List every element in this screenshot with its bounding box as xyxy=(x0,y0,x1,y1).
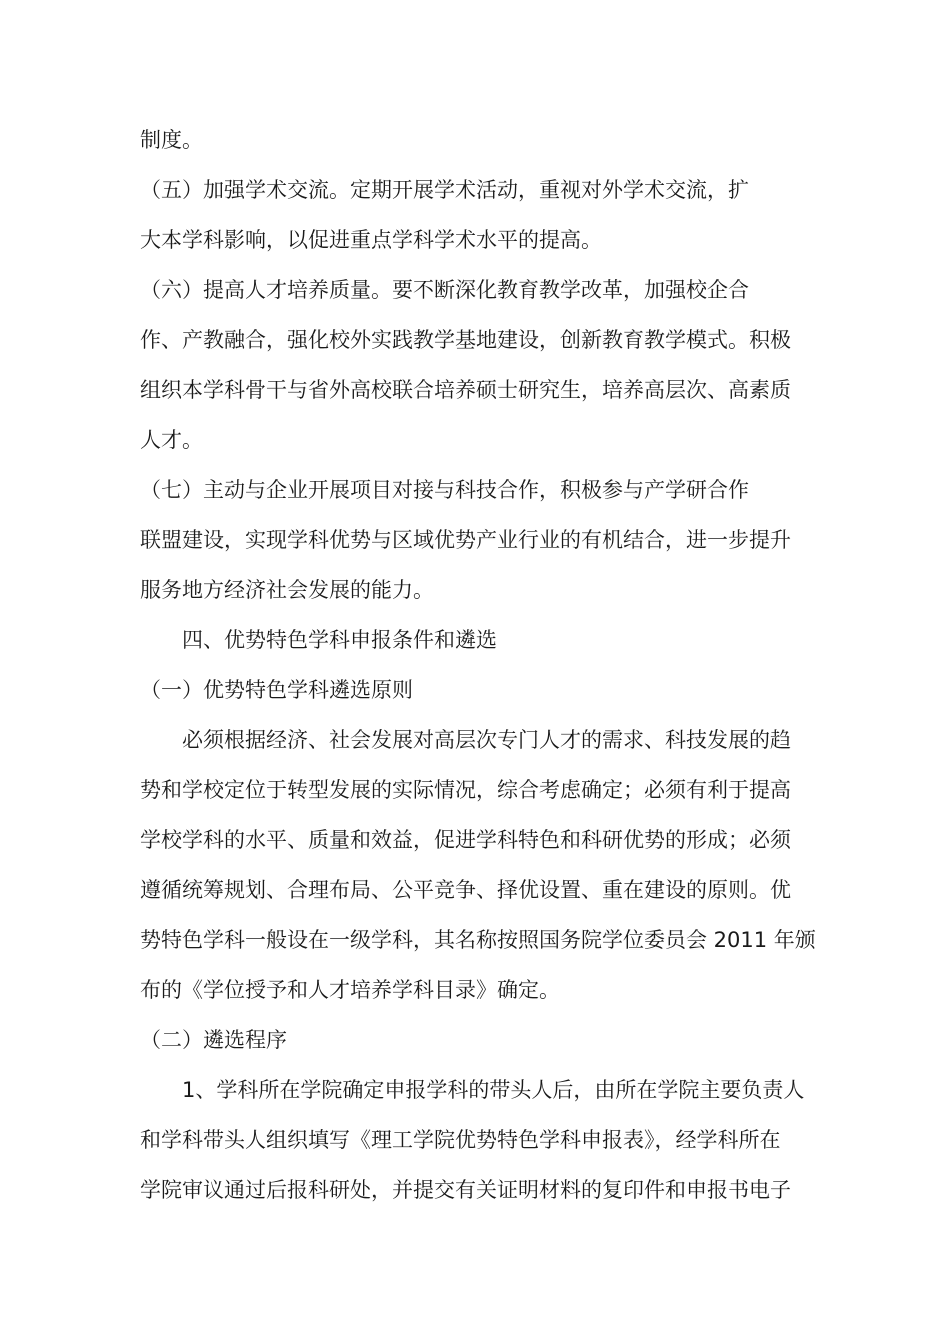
section-heading: 四、优势特色学科申报条件和遴选 xyxy=(182,628,497,652)
text-line: 势特色学科一般设在一级学科，其名称按照国务院学位委员会 2011 年颁 xyxy=(140,928,816,952)
subsection-heading: （二）遴选程序 xyxy=(140,1028,287,1052)
text-line: 作、产教融合，强化校外实践教学基地建设，创新教育教学模式。积极 xyxy=(140,328,791,352)
text-line: 组织本学科骨干与省外高校联合培养硕士研究生，培养高层次、高素质 xyxy=(140,378,791,402)
text-line: 服务地方经济社会发展的能力。 xyxy=(140,578,434,602)
subsection-heading: （一）优势特色学科遴选原则 xyxy=(140,678,413,702)
text-line: 学院审议通过后报科研处，并提交有关证明材料的复印件和申报书电子 xyxy=(140,1178,791,1202)
text-line: 制度。 xyxy=(140,128,203,152)
text-line: 必须根据经济、社会发展对高层次专门人才的需求、科技发展的趋 xyxy=(182,728,791,752)
text-line: 遵循统筹规划、合理布局、公平竞争、择优设置、重在建设的原则。优 xyxy=(140,878,791,902)
text-line: 学校学科的水平、质量和效益，促进学科特色和科研优势的形成；必须 xyxy=(140,828,791,852)
text-line: 人才。 xyxy=(140,428,203,452)
text-line: 布的《学位授予和人才培养学科目录》确定。 xyxy=(140,978,560,1002)
text-line: 和学科带头人组织填写《理工学院优势特色学科申报表》，经学科所在 xyxy=(140,1128,781,1152)
text-line: 1、学科所在学院确定申报学科的带头人后，由所在学院主要负责人 xyxy=(182,1078,805,1102)
text-line: 大本学科影响，以促进重点学科学术水平的提高。 xyxy=(140,228,602,252)
text-line: （六）提高人才培养质量。要不断深化教育教学改革，加强校企合 xyxy=(140,278,749,302)
text-line: 联盟建设，实现学科优势与区域优势产业行业的有机结合，进一步提升 xyxy=(140,528,791,552)
text-line: 势和学校定位于转型发展的实际情况，综合考虑确定；必须有利于提高 xyxy=(140,778,791,802)
text-line: （七）主动与企业开展项目对接与科技合作，积极参与产学研合作 xyxy=(140,478,749,502)
text-line: （五）加强学术交流。定期开展学术活动，重视对外学术交流，扩 xyxy=(140,178,749,202)
